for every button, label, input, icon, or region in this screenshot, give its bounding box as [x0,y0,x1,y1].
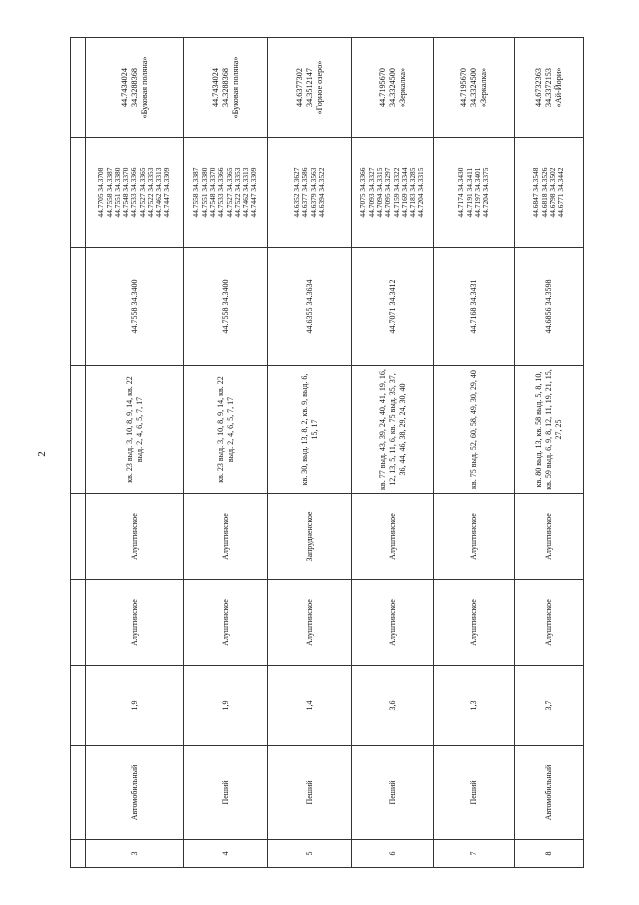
coordinate-pair: 44.7527 34.3365 [137,167,147,218]
header-cell-zone [71,38,86,137]
zone-coordinate: 44.6377302 [294,68,304,107]
row-number-cell: 7 [434,839,515,867]
zone-name: «Буковая поляна» [230,56,240,119]
zone-coordinate: 44.6732363 [534,68,543,107]
zone-coordinate: 34.3372153 [544,68,553,107]
district-forestry-cell: Алуштинское [352,579,434,665]
start-point-cell: 44.6355 34.3634 [268,247,352,365]
row-number-cell: 5 [268,839,352,867]
forestry-cell: Алуштинское [434,493,515,579]
table-rotated-content [71,38,583,867]
zone-coordinate: 44.7434024 [119,68,129,107]
zone-coordinate: 44.7195670 [459,68,468,107]
coordinate-pair: 44.7191 34.3411 [464,167,474,218]
start-point-cell: 44.7071 34.3412 [352,247,434,365]
zone-name: «Ай-Йори» [554,67,563,108]
coordinate-pair: 44.7159 34.3322 [391,167,401,218]
recreation-zone-cell [86,38,184,137]
district-forestry-cell: Алуштинское [86,579,184,665]
recreation-zone-cell [515,38,583,137]
header-cell-blocks [71,365,86,493]
coordinate-pair: 44.7093 34.3327 [366,167,376,218]
forest-blocks-cell: кв. 77 выд. 43, 39, 24, 40, 41, 19, 16, 12, 13, 5, 11, 6, кв. 75 выд. 35, 37, 36, 44, 46, 38, 29, 24, 30, 40 [352,365,434,493]
coordinate-pair: 44.6352 34.3627 [291,167,301,218]
trails-table [70,37,584,868]
trail-type-cell: Пеший [434,745,515,839]
row-number-cell: 3 [86,839,184,867]
route-coordinates-cell [184,137,268,247]
header-cell-district [71,579,86,665]
forestry-cell: Алуштинское [352,493,434,579]
coordinate-pair: 44.6771 34.3442 [556,167,566,218]
header-cell-length [71,665,86,745]
page-number: 2 [36,451,48,457]
header-cell-number [71,839,86,867]
district-forestry-cell: Алуштинское [184,579,268,665]
coordinate-pair: 44.7548 34.3370 [207,167,217,218]
length-km-cell: 1,9 [86,665,184,745]
coordinate-pair: 44.6798 34.3502 [548,167,557,218]
length-km-cell: 1,3 [434,665,515,745]
coordinate-pair: 44.7204 34.3315 [416,167,426,218]
zone-name: «Зеркалка» [479,67,488,108]
trail-type-cell: Автомобильный [86,745,184,839]
recreation-zone-cell [434,38,515,137]
coordinate-pair: 44.7169 34.3344 [399,167,409,218]
coordinate-pair: 44.6379 34.3563 [308,167,318,218]
coordinate-pair: 44.7447 34.3309 [249,167,259,218]
forest-blocks-cell: кв. 80 выд. 13, кв. 58 выд. 5, 8, 10, кв. 59 выд. 6, 9, 8, 12, 11, 19, 21, 15, 27, 25 [515,365,583,493]
length-km-cell: 1,4 [268,665,352,745]
forestry-cell: Алуштинское [515,493,583,579]
row-number-cell: 8 [515,839,583,867]
recreation-zone-cell [184,38,268,137]
coordinate-pair: 44.7197 34.3401 [473,167,482,218]
coordinate-pair: 44.7522 34.3353 [232,167,242,218]
header-cell-coordinates [71,137,86,247]
coordinate-pair: 44.7558 34.3387 [191,167,201,218]
length-km-cell: 3,7 [515,665,583,745]
coordinate-pair: 44.7183 34.3285 [408,167,418,218]
coordinate-pair: 44.6377 34.3586 [300,167,310,218]
row-number-cell: 6 [352,839,434,867]
route-coordinates-cell [434,137,515,247]
start-point-cell: 44.7558 34.3400 [184,247,268,365]
coordinate-pair: 44.7094 34.3315 [374,167,384,218]
zone-coordinate: 34.3324500 [387,68,397,107]
district-forestry-cell: Алуштинское [515,579,583,665]
trail-type-cell: Пеший [268,745,352,839]
forestry-cell: Алуштинское [184,493,268,579]
route-coordinates-cell [268,137,352,247]
start-point-cell: 44.6856 34.3598 [515,247,583,365]
forestry-cell: Запрудненское [268,493,352,579]
header-cell-type [71,745,86,839]
coordinate-pair: 44.7522 34.3353 [145,167,155,218]
header-cell-point [71,247,86,365]
forestry-cell: Алуштинское [86,493,184,579]
coordinate-pair: 44.6847 34.3548 [531,167,541,218]
trail-type-cell: Пеший [184,745,268,839]
coordinate-pair: 44.7095 34.3297 [383,167,393,218]
district-forestry-cell: Алуштинское [434,579,515,665]
coordinate-pair: 44.7527 34.3365 [224,167,234,218]
coordinate-pair: 44.7462 34.3313 [154,167,164,218]
coordinate-pair: 44.7462 34.3313 [241,167,251,218]
coordinate-pair: 44.7548 34.3370 [121,167,131,218]
forest-blocks-cell: кв. 75 выд. 52, 60, 58, 49, 30, 29, 40 [434,365,515,493]
recreation-zone-cell [268,38,352,137]
coordinate-pair: 44.7551 34.3380 [199,167,209,218]
forest-blocks-cell: кв. 23 выд. 3, 10, 8, 9, 14, кв. 22 выд. 2, 4, 6, 5, 7, 17 [86,365,184,493]
coordinate-pair: 44.7533 34.3366 [129,167,139,218]
coordinate-pair: 44.7174 34.3430 [456,167,466,218]
table-grid [71,38,583,867]
length-km-cell: 3,6 [352,665,434,745]
zone-name: «Зеркалка» [397,67,407,108]
coordinate-pair: 44.7705 34.3708 [96,167,106,218]
zone-name: «Буковая поляна» [139,56,149,119]
zone-coordinate: 34.3288368 [220,68,230,107]
coordinate-pair: 44.7551 34.3380 [112,167,122,218]
trail-type-cell: Автомобильный [515,745,583,839]
zone-coordinate: 44.7434024 [210,68,220,107]
zone-coordinate: 34.3512147 [304,68,314,107]
zone-coordinate: 44.7195670 [377,68,387,107]
length-km-cell: 1,9 [184,665,268,745]
coordinate-pair: 44.6818 34.3526 [539,167,549,218]
coordinate-pair: 44.6394 34.3522 [316,167,326,218]
zone-coordinate: 34.3288368 [129,68,139,107]
zone-name: «Горное озеро» [314,60,324,115]
row-number-cell: 4 [184,839,268,867]
forest-blocks-cell: кв. 23 выд. 3, 10, 8, 9, 14, кв. 22 выд. 2, 4, 6, 5, 7, 17 [184,365,268,493]
zone-coordinate: 34.3324500 [469,68,478,107]
trail-type-cell: Пеший [352,745,434,839]
forest-blocks-cell: кв. 30, выд. 13, 8, 2, кв. 9, выд. 6, 15, 17 [268,365,352,493]
route-coordinates-cell [86,137,184,247]
district-forestry-cell: Алуштинское [268,579,352,665]
coordinate-pair: 44.7204 34.3375 [481,167,491,218]
start-point-cell: 44.7168 34.3431 [434,247,515,365]
route-coordinates-cell [352,137,434,247]
route-coordinates-cell [515,137,583,247]
coordinate-pair: 44.7558 34.3387 [104,167,114,218]
header-cell-forestry [71,493,86,579]
start-point-cell: 44.7558 34.3400 [86,247,184,365]
coordinate-pair: 44.7075 34.3366 [358,167,368,218]
coordinate-pair: 44.7447 34.3309 [162,167,172,218]
coordinate-pair: 44.7533 34.3366 [216,167,226,218]
recreation-zone-cell [352,38,434,137]
